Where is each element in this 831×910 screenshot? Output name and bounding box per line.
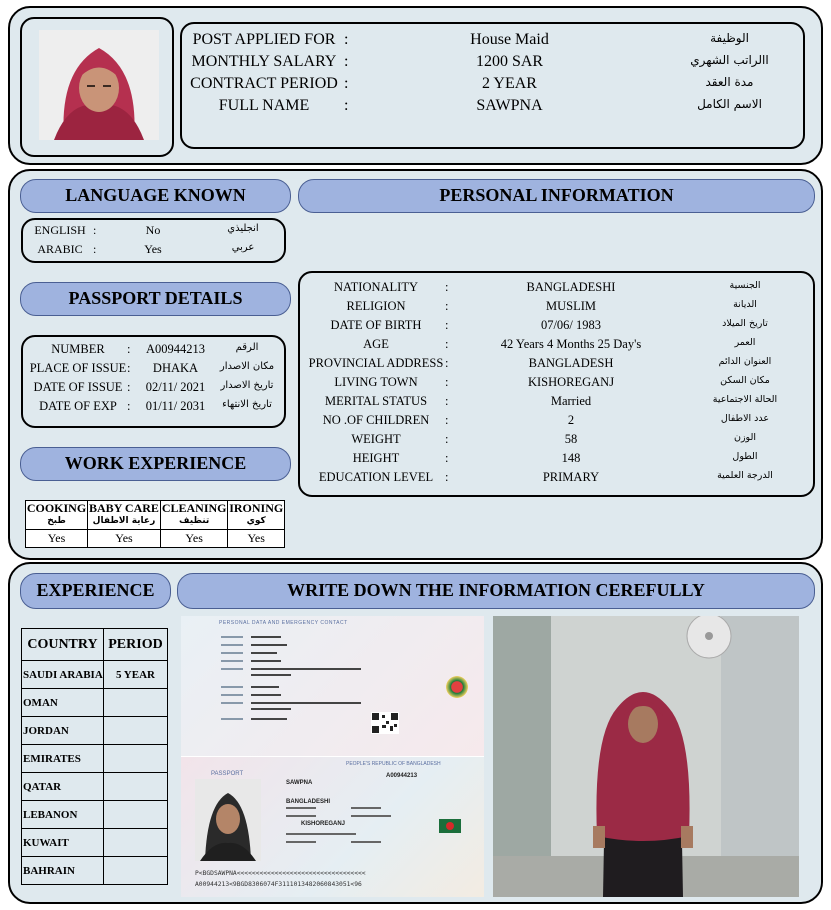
header-value: 1200 SAR [475,53,544,70]
language-row [23,223,284,242]
personal-colon: : [445,451,449,465]
personal-row [300,318,813,337]
work-column-value: Yes [26,530,88,548]
personal-label: WEIGHT [351,432,401,446]
header-value: SAWPNA [476,97,543,114]
profile-photo-frame [20,17,174,157]
personal-arabic-label: تاريخ الميلاد [722,318,768,329]
passport-holder-photo [195,779,261,861]
personal-arabic-label: العمر [734,337,756,348]
personal-arabic-label: الديانة [733,299,757,310]
passport-label: NUMBER [51,342,105,356]
personal-row [300,451,813,470]
qr-code-icon [371,712,399,734]
personal-row [300,394,813,413]
work-column-ar: طبخ [47,516,66,526]
personal-arabic-label: العنوان الدائم [718,356,772,367]
passport-label: DATE OF ISSUE [33,380,123,394]
personal-row [300,470,813,489]
experience-table [21,628,168,885]
personal-arabic-label: عدد الاطفال [720,413,770,424]
passport-scan-image [181,616,484,897]
write-down-title: WRITE DOWN THE INFORMATION CEREFULLY [177,573,815,609]
personal-colon: : [445,337,449,351]
language-box [21,218,286,263]
header-info-box [180,22,805,149]
header-label: FULL NAME [218,97,310,114]
experience-country: OMAN [22,689,104,717]
personal-arabic-label: مكان السكن [720,375,770,386]
passport-colon: : [127,380,131,394]
personal-value: KISHOREGANJ [527,375,615,389]
personal-value: BANGLADESH [528,356,614,370]
personal-label: NO .OF CHILDREN [322,413,430,427]
passport-value: A00944213 [145,342,206,356]
language-colon: : [93,223,97,237]
passport-arabic-label: تاريخ الانتهاء [222,399,272,410]
passport-colon: : [127,361,131,375]
passport-value: DHAKA [152,361,199,375]
passport-box [21,335,286,428]
header-arabic-label: الوظيفة [710,31,749,45]
work-column-en: IRONING [229,501,284,515]
header-row [182,31,803,53]
work-column-value: Yes [88,530,161,548]
personal-row [300,432,813,451]
passport-colon: : [127,399,131,413]
header-row [182,75,803,97]
personal-colon: : [445,470,449,484]
header-arabic-label: االراتب الشهري [690,53,769,67]
personal-row [300,299,813,318]
experience-period [103,745,167,773]
passport-bio-lines [281,807,431,857]
experience-country: KUWAIT [22,829,104,857]
emblem-icon [446,676,468,698]
personal-value: 42 Years 4 Months 25 Day's [500,337,642,351]
personal-row [300,280,813,299]
experience-country: LEBANON [22,801,104,829]
work-column-header [88,501,161,530]
passport-row [23,399,284,418]
language-value: No [145,223,161,237]
experience-country: QATAR [22,773,104,801]
experience-country: JORDAN [22,717,104,745]
work-value-row [26,530,285,548]
personal-label: NATIONALITY [333,280,418,294]
personal-label: RELIGION [346,299,406,313]
language-label: ARABIC [37,242,83,256]
personal-colon: : [445,375,449,389]
work-column-value: Yes [228,530,285,548]
header-colon: : [344,97,349,114]
personal-value: BANGLADESHI [526,280,616,294]
passport-label: DATE OF EXP [39,399,117,413]
personal-label: EDUCATION LEVEL [318,470,434,484]
language-row [23,242,284,261]
personal-arabic-label: الطول [732,451,758,462]
personal-colon: : [445,280,449,294]
language-arabic-label: عربي [231,242,255,253]
middle-panel [8,169,823,560]
profile-photo [39,30,159,140]
passport-bio-name: SAWPNA [286,780,313,786]
work-column-header [26,501,88,530]
passport-bio-type: PASSPORT [211,771,244,777]
work-column-ar: كوي [246,516,266,526]
passport-top-header: PERSONAL DATA AND EMERGENCY CONTACT [219,620,348,626]
personal-arabic-label: الجنسية [729,280,761,291]
header-panel [8,6,823,165]
experience-header-row [22,629,168,661]
header-colon: : [344,53,349,70]
work-column-en: COOKING [26,501,87,515]
passport-bio-number: A00944213 [386,773,418,779]
header-label: CONTRACT PERIOD [190,75,338,92]
header-colon: : [344,31,349,48]
personal-value: Married [550,394,592,408]
experience-period [103,801,167,829]
experience-period [103,773,167,801]
work-column-ar: تنظيف [179,516,210,526]
work-column-ar: رعاية الاطفال [92,516,156,526]
header-arabic-label: الاسم الكامل [697,97,762,111]
passport-row [23,380,284,399]
wall-fan-icon [687,616,731,658]
passport-mrz-line-2: A00944213<9BGD8306074F3111013482060843051<96 [195,881,362,888]
experience-period: 5 YEAR [103,661,167,689]
header-row [182,53,803,75]
passport-label: PLACE OF ISSUE [29,361,127,375]
personal-value: 07/06/ 1983 [540,318,602,332]
passport-bio-nationality: BANGLADESHI [286,799,331,805]
work-column-value: Yes [160,530,228,548]
full-length-photo [493,616,799,897]
experience-column-header: PERIOD [103,629,167,661]
personal-arabic-label: الدرجة العلمية [717,470,773,481]
passport-value: 02/11/ 2021 [145,380,206,394]
personal-colon: : [445,299,449,313]
header-value: House Maid [470,31,549,48]
experience-period [103,689,167,717]
header-value: 2 YEAR [482,75,537,92]
personal-value: 2 [567,413,575,427]
language-value: Yes [144,242,162,256]
personal-label: DATE OF BIRTH [330,318,422,332]
passport-data-page [181,616,484,756]
personal-box [298,271,815,497]
experience-row [22,661,168,689]
work-experience-table [25,500,285,548]
work-header-row [26,501,285,530]
experience-country: BAHRAIN [22,857,104,885]
language-title: LANGUAGE KNOWN [20,179,291,213]
personal-arabic-label: الحالة الاجتماعية [712,394,778,405]
experience-row [22,745,168,773]
experience-row [22,801,168,829]
personal-label: PROVINCIAL ADDRESS [308,356,444,370]
header-colon: : [344,75,349,92]
personal-value: PRIMARY [542,470,600,484]
passport-arabic-label: تاريخ الاصدار [220,380,274,391]
experience-row [22,773,168,801]
header-row [182,97,803,119]
experience-period [103,829,167,857]
header-label: POST APPLIED FOR [192,31,336,48]
passport-arabic-label: الرقم [235,342,259,353]
language-arabic-label: انجليذي [227,223,259,234]
experience-row [22,689,168,717]
passport-bio-place: KISHOREGANJ [301,821,346,827]
experience-period [103,857,167,885]
experience-row [22,717,168,745]
personal-colon: : [445,432,449,446]
passport-row [23,342,284,361]
personal-arabic-label: الوزن [733,432,756,443]
personal-label: HEIGHT [352,451,400,465]
personal-value: MUSLIM [545,299,596,313]
work-column-header [160,501,228,530]
personal-colon: : [445,394,449,408]
personal-row [300,375,813,394]
experience-row [22,857,168,885]
bangladesh-flag-icon [439,819,461,833]
passport-mrz-line-1: P<BGDSAWPNA<<<<<<<<<<<<<<<<<<<<<<<<<<<<<<<<<< [195,870,366,877]
work-column-en: CLEANING [161,501,227,515]
personal-colon: : [445,318,449,332]
work-column-header [228,501,285,530]
work-column-en: BABY CARE [89,501,159,515]
experience-column-header: COUNTRY [22,629,104,661]
header-arabic-label: مدة العقد [705,75,754,89]
personal-label: LIVING TOWN [334,375,418,389]
experience-row [22,829,168,857]
passport-arabic-label: مكان الاصدار [219,361,275,372]
passport-bio-header: PEOPLE'S REPUBLIC OF BANGLADESH [346,761,441,767]
personal-row [300,337,813,356]
personal-label: AGE [363,337,389,351]
language-label: ENGLISH [34,223,86,237]
passport-value: 01/11/ 2031 [145,399,206,413]
personal-row [300,413,813,432]
personal-title: PERSONAL INFORMATION [298,179,815,213]
personal-colon: : [445,356,449,370]
experience-country: EMIRATES [22,745,104,773]
passport-title: PASSPORT DETAILS [20,282,291,316]
work-title: WORK EXPERIENCE [20,447,291,481]
passport-colon: : [127,342,131,356]
personal-colon: : [445,413,449,427]
personal-row [300,356,813,375]
header-label: MONTHLY SALARY [191,53,337,70]
bottom-panel [8,562,823,904]
language-colon: : [93,242,97,256]
experience-period [103,717,167,745]
passport-bio-page [181,757,484,897]
experience-country: SAUDI ARABIA [22,661,104,689]
passport-data-lines [221,634,381,724]
experience-title: EXPERIENCE [20,573,171,609]
passport-row [23,361,284,380]
personal-value: 148 [561,451,581,465]
personal-value: 58 [564,432,578,446]
personal-label: MERITAL STATUS [324,394,428,408]
